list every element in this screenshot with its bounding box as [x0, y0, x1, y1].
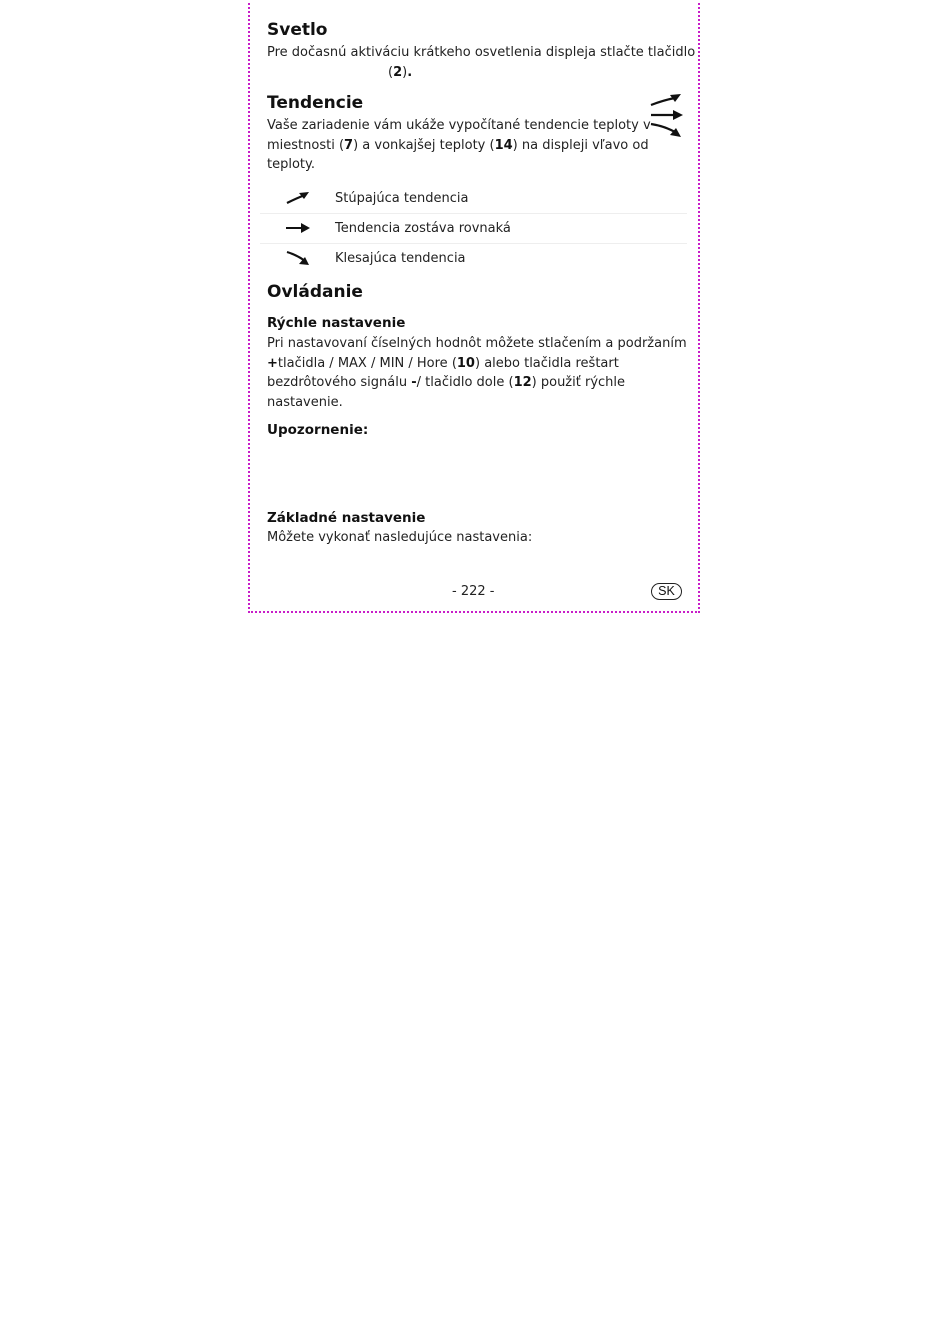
falling-arrow-icon [260, 249, 335, 267]
basic-setting-text: Môžete vykonať nasledujúce nastavenia: [267, 530, 533, 545]
page-number: - 222 - [452, 584, 495, 599]
note-title: Upozornenie: [267, 422, 369, 438]
trend-label-falling: Klesajúca tendencia [335, 250, 466, 266]
quick-setting-text: Pri nastavovaní číselných hodnôt môžete stlačením a podržaním +tlačidla / MAX / MIN / Hore (10) alebo tlačidla reštart bezdrôtového signálu -/ tlačidlo dole (12) použiť rýchle nastavenie. [267, 336, 687, 410]
light-ref-number: 2 [393, 64, 403, 80]
trend-row-steady [260, 213, 687, 244]
subsection-title-quick: Rýchle nastavenie [267, 315, 406, 331]
section-title-controls: Ovládanie [267, 282, 363, 302]
trend-row-rising [260, 183, 687, 214]
steady-arrow-icon [260, 221, 335, 235]
light-text-line1: Pre dočasnú aktiváciu krátkeho osvetlenia displeja stlačte tlačidlo [267, 45, 696, 60]
trend-row-falling [260, 243, 687, 273]
language-badge: SK [651, 583, 682, 600]
trend-label-rising: Stúpajúca tendencia [335, 190, 469, 206]
section-title-trends: Tendencie [267, 93, 364, 113]
rising-arrow-icon [260, 190, 335, 206]
trends-text: Vaše zariadenie vám ukáže vypočítané tendencie teploty v miestnosti (7) a vonkajšej teploty (14) na displeji vľavo od teploty. [267, 118, 651, 172]
section-title-light: Svetlo [267, 20, 328, 40]
subsection-title-basic: Základné nastavenie [267, 510, 426, 526]
trend-arrows-icon [648, 92, 686, 142]
light-text: Pre dočasnú aktiváciu krátkeho osvetlenia displeja stlačte tlačidlo (2). [267, 45, 696, 80]
trend-label-steady: Tendencia zostáva rovnaká [335, 220, 511, 236]
